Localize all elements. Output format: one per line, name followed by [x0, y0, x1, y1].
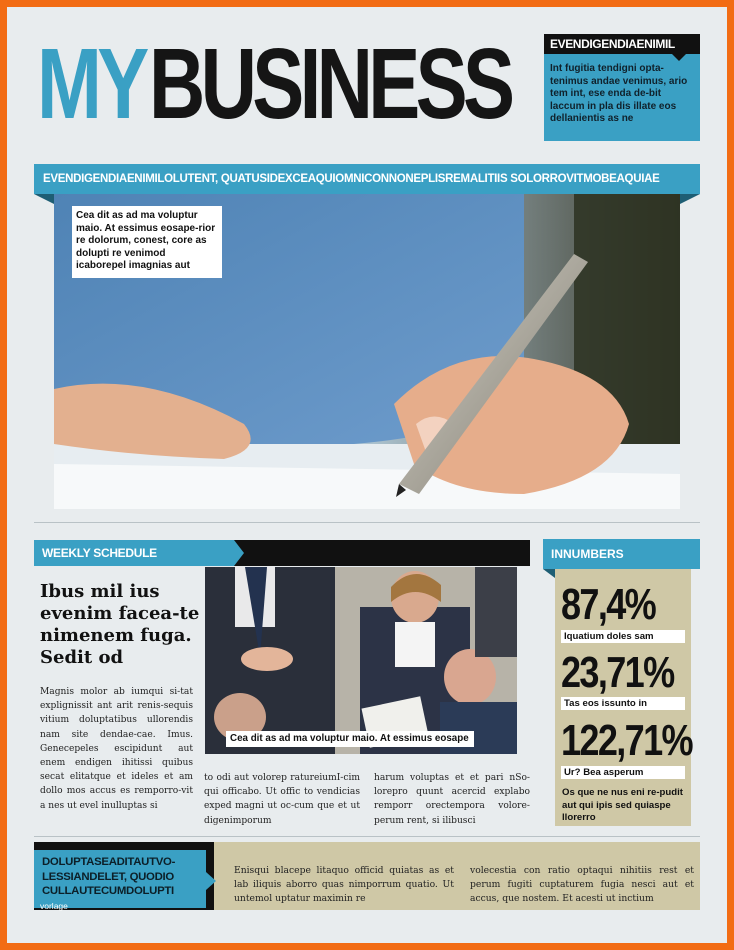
meeting-image — [205, 567, 517, 754]
banner-fold-right — [680, 194, 700, 204]
intro-box — [544, 34, 700, 141]
weekly-schedule-tag: WEEKLY SCHEDULE — [34, 540, 234, 566]
footer-label: vorlage — [40, 901, 68, 911]
bottom-divider — [34, 836, 700, 837]
weekly-schedule-bar — [34, 540, 530, 566]
in-numbers-fold — [543, 569, 555, 578]
in-numbers-box — [555, 569, 691, 826]
article-headline: Ibus mil ius evenim facea-te nimenem fuga. Sedit od — [40, 581, 200, 668]
masthead-business: BUSINESS — [149, 28, 511, 140]
in-numbers-heading: INNUMBERS — [543, 539, 700, 569]
bottom-text-col1: Enisqui blacepe litaquo officid quiatas as et lab iliquis aborro quas nimporrum quatio. Ut untemol uptatur maximin re — [234, 865, 454, 905]
meeting-photo-caption: Cea dit as ad ma voluptur maio. At essimus eosape — [226, 731, 474, 747]
hero-photo — [54, 194, 680, 509]
section-banner: EVENDIGENDIAENIMILOLUTENT, QUATUSIDEXCEAQUIOMNICONNONEPLISREMALITIIS SOLORROVITMOBEAQUIAE — [34, 164, 700, 194]
article-body-col1: Magnis molor ab iumqui si-tat explignissit ant arit renis-sequis vitium doluptatibus ullorendis nam site dendae-cae. Imus. Genecepeles escipidunt aut enem endigen ihitissi quibus secat elitatque et ideles et am dollo mos accus es remporro-vit a nes ut evel inulluptas si — [40, 687, 193, 811]
bottom-text-col2: volecestia con ratio optaqui nihitiis rest et perum fugiti cuptaturem fugia nesci aut et accus, que nostem. Et acesti ut inctium — [470, 865, 694, 905]
masthead — [37, 28, 511, 140]
meeting-photo — [205, 567, 517, 754]
stat-value-1: 87,4% — [561, 580, 656, 629]
article-body-col2: to odi aut volorep ratureiumI-cim qui officabo. Ut offic to vendicias exped magni ut oc-cum que et ut digenimporum — [204, 773, 360, 826]
banner-fold-left — [34, 194, 54, 204]
section-divider — [34, 522, 700, 523]
newsletter-page — [7, 7, 727, 943]
stat-label-3: Ur? Bea asperum — [561, 766, 685, 779]
stat-label-1: Iquatium doles sam — [561, 630, 685, 643]
masthead-my: MY — [37, 28, 145, 140]
stat-note: Os que ne nus eni re-pudit aut qui ipis sed quiaspe llorerro — [562, 787, 683, 823]
bottom-highlight: DOLUPTASEADITAUTVO-LESSIANDELET, QUODIO CULLAUTECUMDOLUPTI — [34, 850, 206, 908]
stat-label-2: Tas eos issunto in — [561, 697, 685, 710]
article-body-col3: harum voluptas et et pari nSo-lorepro quunt acercid explabo remporr orectempora volore-perum rent, si ilibusci — [374, 773, 530, 826]
intro-box-heading: EVENDIGENDIAENIMIL — [544, 34, 700, 54]
hero-caption: Cea dit as ad ma voluptur maio. At essimus eosape-rior re dolorum, conest, core as dolupti re venimod icaborepel imagnias aut — [72, 206, 222, 278]
intro-box-text: Int fugitia tendigni opta-tenimus andae venimus, ario tem int, ese enda de-bit laccum in pla dis illate eos dellanientis as ne — [550, 63, 688, 124]
stat-value-2: 23,71% — [561, 648, 674, 697]
stat-value-3: 122,71% — [561, 716, 692, 765]
